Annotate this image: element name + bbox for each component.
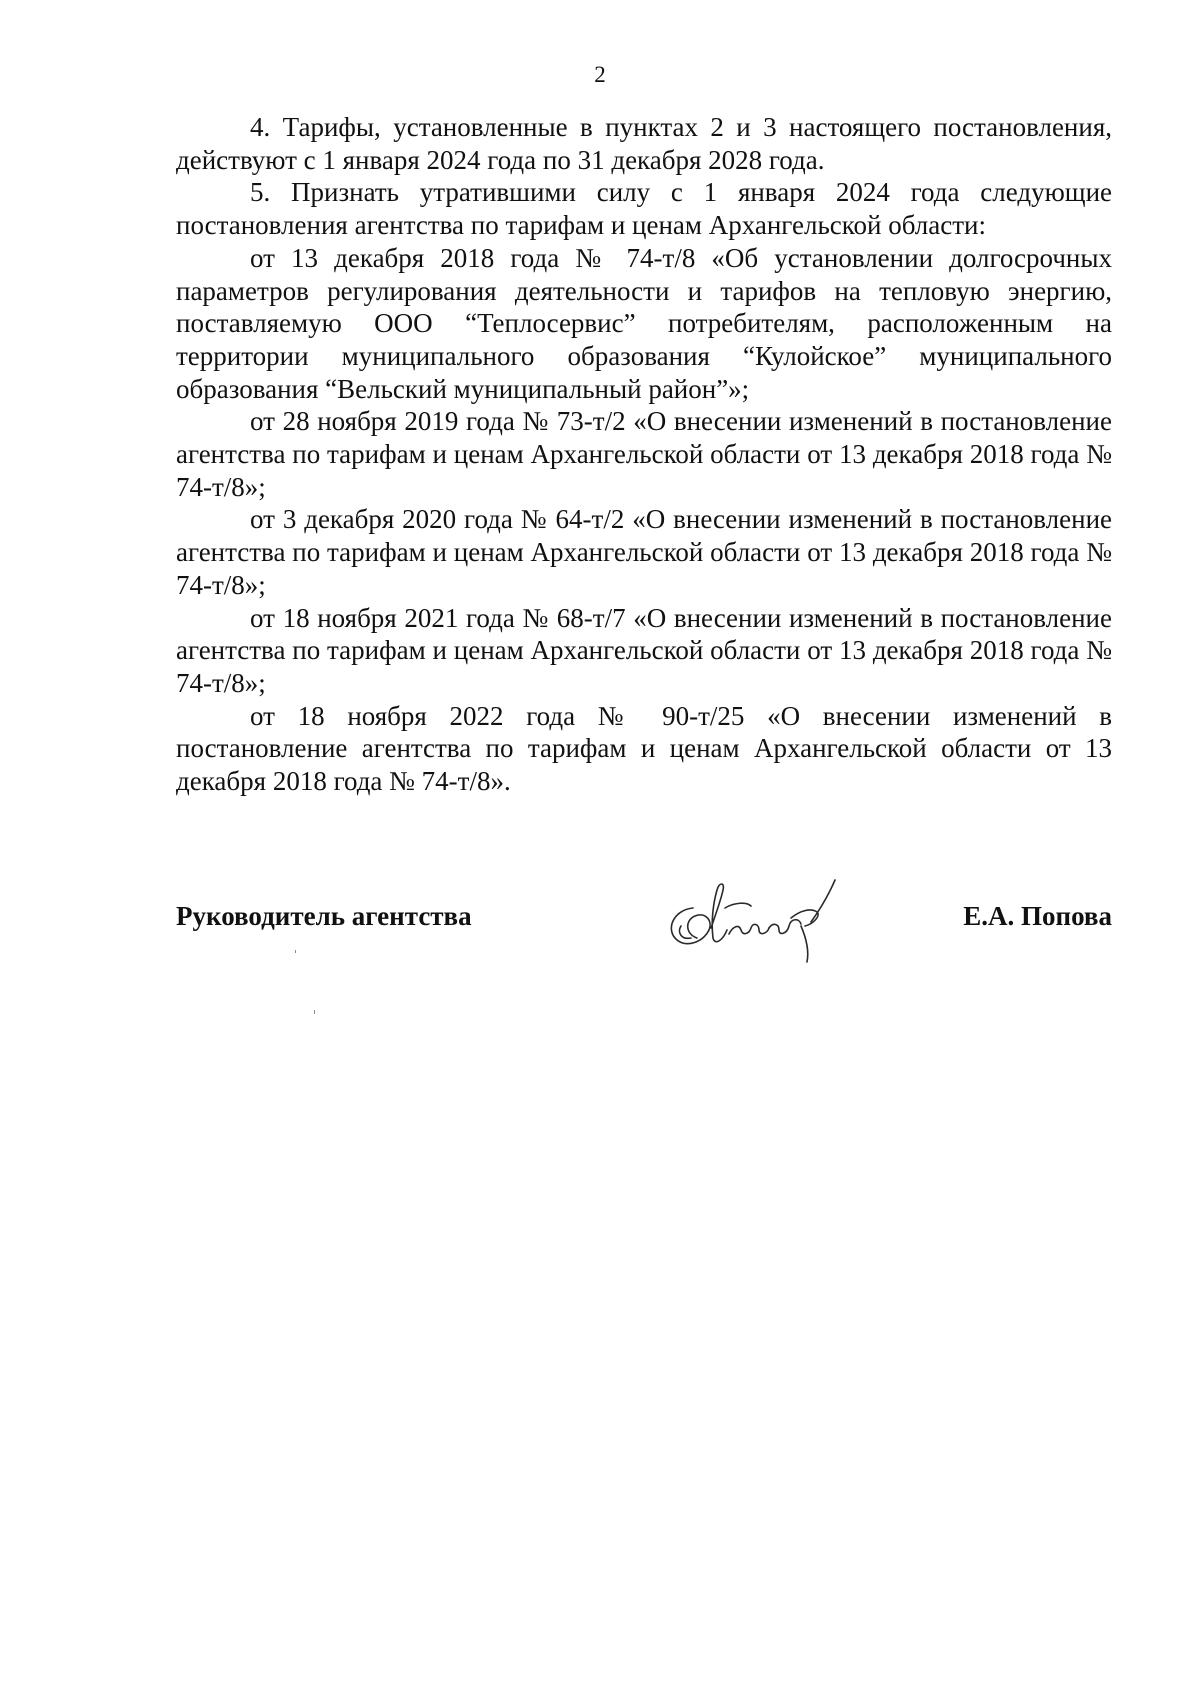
paragraph-item-5: 5. Признать утратившими силу с 1 января 2024 года следующие постановления агентства по тарифам и ценам Архангельской области: xyxy=(176,177,1112,241)
signatory-position: Руководитель агентства xyxy=(176,901,472,931)
repealed-decree-2019: от 28 ноября 2019 года № 73-т/2 «О внесении изменений в постановление агентства по тарифам и ценам Архангельской области от 13 декабря 2018 года № 74-т/8»; xyxy=(176,406,1112,502)
paragraph-item-4: 4. Тарифы, установленные в пунктах 2 и 3 настоящего постановления, действуют с 1 января 2024 года по 31 декабря 2028 года. xyxy=(176,112,1112,175)
scan-speck xyxy=(295,950,296,953)
scan-speck xyxy=(314,1010,315,1014)
page-number: 2 xyxy=(594,62,606,87)
repealed-decree-2021: от 18 ноября 2021 года № 68-т/7 «О внесении изменений в постановление агентства по тарифам и ценам Архангельской области от 13 декабря 2018 года № 74-т/8»; xyxy=(176,602,1112,698)
handwritten-signature xyxy=(651,868,861,968)
repealed-decree-2018: от 13 декабря 2018 года № 74-т/8 «Об установлении долгосрочных параметров регулирования деятельности и тарифов на тепловую энергию, поставляемую ООО “Теплосервис” потребителям, расположенным на территории муниципального образования “Кулойское” муниципального образования “Вельский муниципальный район”»; xyxy=(176,242,1112,404)
signature-block xyxy=(176,880,1112,970)
repealed-decree-2020: от 3 декабря 2020 года № 64-т/2 «О внесении изменений в постановление агентства по тарифам и ценам Архангельской области от 13 декабря 2018 года № 74-т/8»; xyxy=(176,504,1112,600)
signatory-name: Е.А. Попова xyxy=(963,901,1112,931)
repealed-decree-2022: от 18 ноября 2022 года № 90-т/25 «О внесении изменений в постановление агентства по тарифам и ценам Архангельской области от 13 декабря 2018 года № 74-т/8». xyxy=(176,700,1112,797)
document-body xyxy=(176,111,1112,798)
